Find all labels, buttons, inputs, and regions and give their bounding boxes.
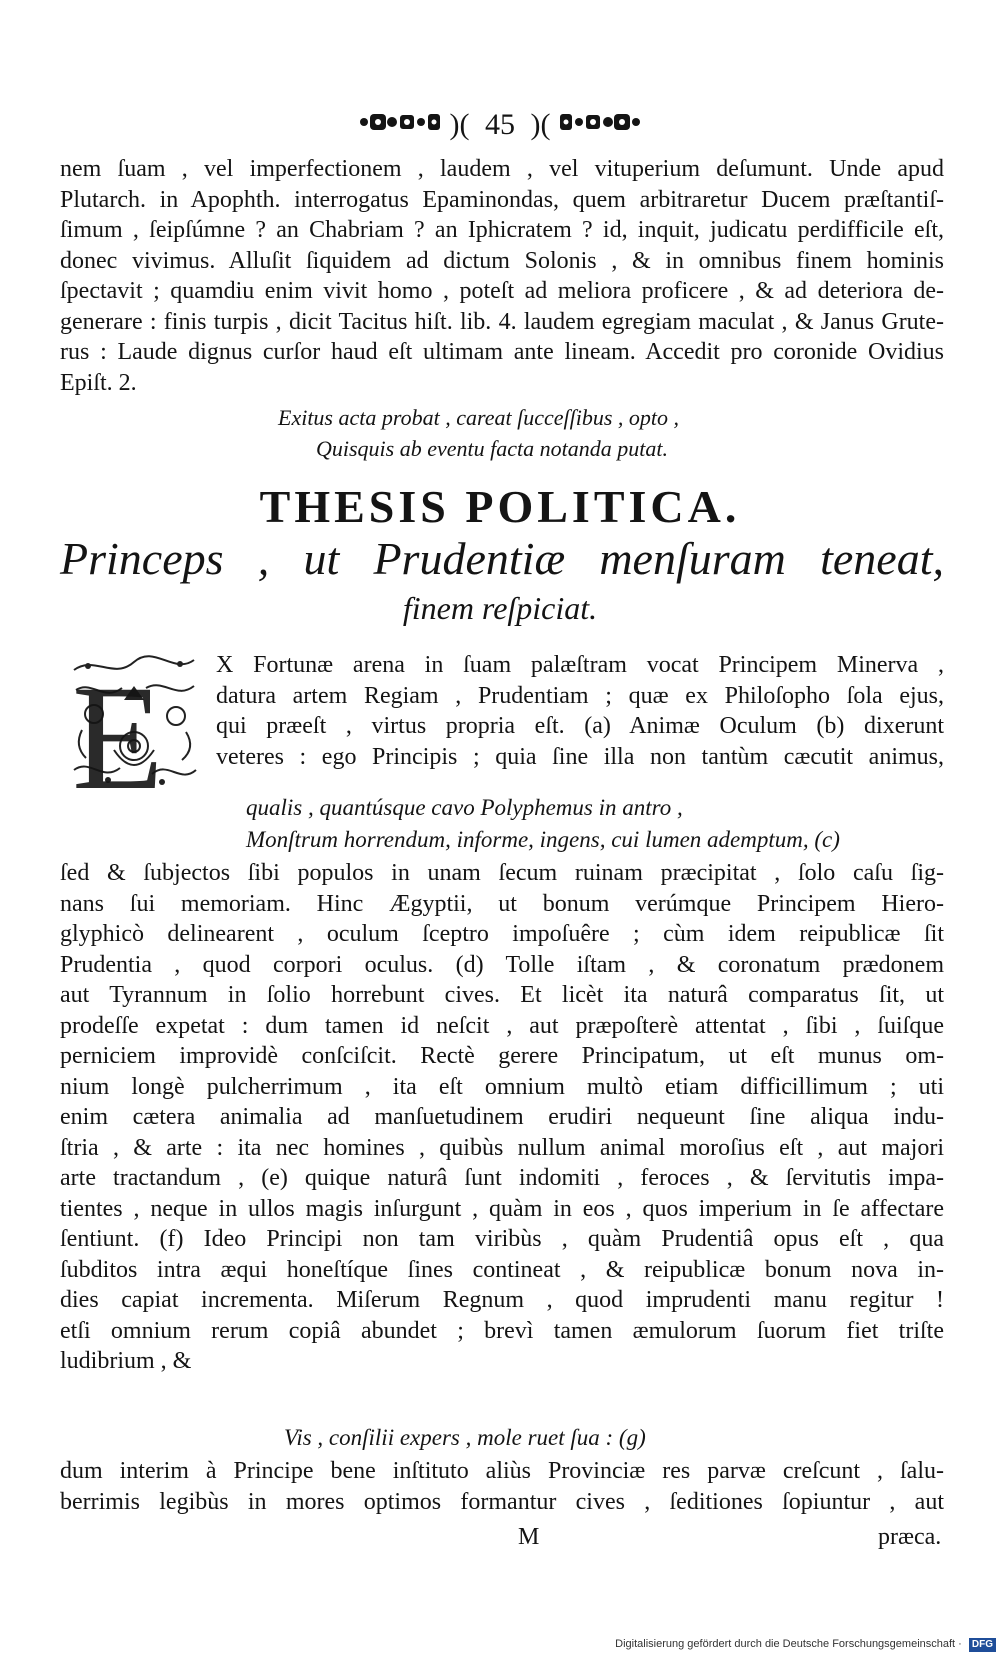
text-line: ſubditos intra æqui honeſtíque ſines contineat , & reipublicæ bonum nova in- bbox=[60, 1256, 944, 1283]
verse-line: Monſtrum horrendum, informe, ingens, cui lumen ademptum, (c) bbox=[246, 827, 840, 852]
first-paragraph bbox=[216, 650, 944, 772]
floral-initial-frame-icon bbox=[64, 650, 204, 796]
right-ornament-icon bbox=[558, 109, 642, 141]
text-line: dum interim à Principe bene inſtituto aliùs Provinciæ res parvæ creſcunt , ſalu- bbox=[60, 1458, 944, 1484]
initial-letter: E bbox=[72, 655, 164, 796]
text-line: nans ſui memoriam. Hinc Ægyptii, ut bonum verúmque Principem Hiero- bbox=[60, 890, 944, 917]
text-line: nium longè pulcherrimum , ita eſt omnium multò etiam difficillimum ; uti bbox=[60, 1073, 944, 1100]
text-line: glyphicò delinearent , oculum ſceptro impoſuêre ; cùm idem reipublicæ ſit bbox=[60, 921, 944, 947]
text-line: generare : finis turpis , dicit Tacitus hiſt. lib. 4. laudem egregiam maculat , & Janus Grute- bbox=[60, 308, 944, 335]
text-line: ludibrium , & bbox=[60, 1348, 192, 1374]
text-line: prodeſſe expetat : dum tamen id neſcit , aut præpoſterè attentat , ſibi , ſuiſque bbox=[60, 1012, 944, 1039]
verse-line: Exitus acta probat , careat ſucceſſibus , opto , bbox=[278, 405, 680, 430]
text-line: enim cætera animalia ad manſuetudinem erudiri nequeunt ſine aliqua indu- bbox=[60, 1104, 944, 1130]
digitization-footer bbox=[615, 1635, 1000, 1653]
left-ornament-icon bbox=[358, 109, 442, 141]
text-line: qui præeſt , virtus propria eſt. (a) Animæ Oculum (b) dixerunt bbox=[216, 713, 944, 739]
top-paragraph bbox=[60, 154, 944, 398]
text-line: ſtria , & arte : ita nec homines , quibùs nullum animal moroſius eſt , aut majori bbox=[60, 1134, 944, 1161]
signature-mark: M bbox=[518, 1524, 540, 1550]
text-line: etſi omnium rerum copiâ abundet ; brevì tamen æmulorum ſuorum fiet triſte bbox=[60, 1317, 944, 1344]
catchword: præca. bbox=[878, 1524, 942, 1550]
text-line: Epiſt. 2. bbox=[60, 369, 137, 396]
left-paren-mark: )( bbox=[449, 108, 470, 142]
right-paren-mark: )( bbox=[530, 108, 551, 142]
main-paragraph bbox=[60, 858, 944, 1377]
footer-text: Digitalisierung gefördert durch die Deutsche Forschungsgemeinschaft · bbox=[615, 1638, 962, 1650]
thesis-subtitle: Princeps , ut Prudentiæ menſuram teneat, bbox=[60, 533, 944, 584]
text-line: ſpectavit ; quamdiu enim vivit homo , poteſt ad meliora proficere , & ad deteriora de- bbox=[60, 278, 944, 304]
text-line: berrimis legibùs in mores optimos formantur cives , ſeditiones ſopiuntur , aut bbox=[60, 1488, 944, 1515]
page-number: 45 bbox=[485, 108, 515, 142]
text-line: nem ſuam , vel imperfectionem , laudem , vel vituperium deſumunt. Unde apud bbox=[60, 156, 944, 182]
verse-line: Quisquis ab eventu facta notanda putat. bbox=[316, 436, 668, 461]
dfg-logo: DFG bbox=[969, 1638, 996, 1652]
thesis-subtitle-end: finem reſpiciat. bbox=[402, 590, 598, 626]
closing-paragraph bbox=[60, 1456, 944, 1517]
text-line: arte tractandum , (e) quique naturâ ſunt indomiti , feroces , & ſervitutis impa- bbox=[60, 1165, 944, 1191]
text-line: donec vivimus. Alluſit ſiquidem ad dictum Solonis , & in omnibus finem hominis bbox=[60, 247, 944, 274]
verse-line: Vis , conſilii expers , mole ruet ſua : (g) bbox=[284, 1425, 646, 1450]
text-line: dies capiat incrementa. Miſerum Regnum , quod imprudenti manu regitur ! bbox=[60, 1287, 944, 1313]
text-line: rus : Laude dignus curſor haud eſt ultimam ante lineam. Accedit pro coronide Ovidius bbox=[60, 339, 944, 365]
verse-line: qualis , quantúsque cavo Polyphemus in antro , bbox=[246, 795, 683, 820]
text-line: tientes , neque in ullos magis inſurgunt , quàm in eos , quos imperium in ſe affectare bbox=[60, 1195, 944, 1222]
text-line: X Fortunæ arena in ſuam palæſtram vocat Principem Minerva , bbox=[216, 652, 944, 678]
text-line: ſentiunt. (f) Ideo Principi non tam viribùs , quàm Prudentiâ opus eſt , qua bbox=[60, 1226, 944, 1252]
thesis-title: THESIS POLITICA. bbox=[259, 481, 741, 532]
text-line: Plutarch. in Apophth. interrogatus Epaminondas, quem arbitraretur Ducem præſtantiſ- bbox=[60, 186, 944, 213]
decorated-initial bbox=[64, 650, 204, 796]
text-line: aut Tyrannum in ſolio horrebunt cives. Et licèt ita naturâ comparatus ſit, ut bbox=[60, 982, 944, 1008]
running-header bbox=[0, 108, 1000, 141]
text-line: veteres : ego Principis ; quia ſine illa non tantùm cæcutit animus, bbox=[216, 743, 944, 770]
text-line: Prudentia , quod corpori oculus. (d) Tolle iſtam , & coronatum prædonem bbox=[60, 951, 944, 978]
text-line: ſed & ſubjectos ſibi populos in unam ſecum ruinam præcipitat , ſolo caſu ſig- bbox=[60, 860, 944, 886]
text-line: perniciem improvidè conſciſcit. Rectè gerere Principatum, ut eſt munus om- bbox=[60, 1043, 944, 1069]
text-line: ſimum , ſeipſúmne ? an Chabriam ? an Iphicratem ? id, inquit, judicatu perdifficile eſt, bbox=[60, 217, 944, 243]
text-line: datura artem Regiam , Prudentiam ; quæ ex Philoſopho ſola ejus, bbox=[216, 682, 944, 709]
